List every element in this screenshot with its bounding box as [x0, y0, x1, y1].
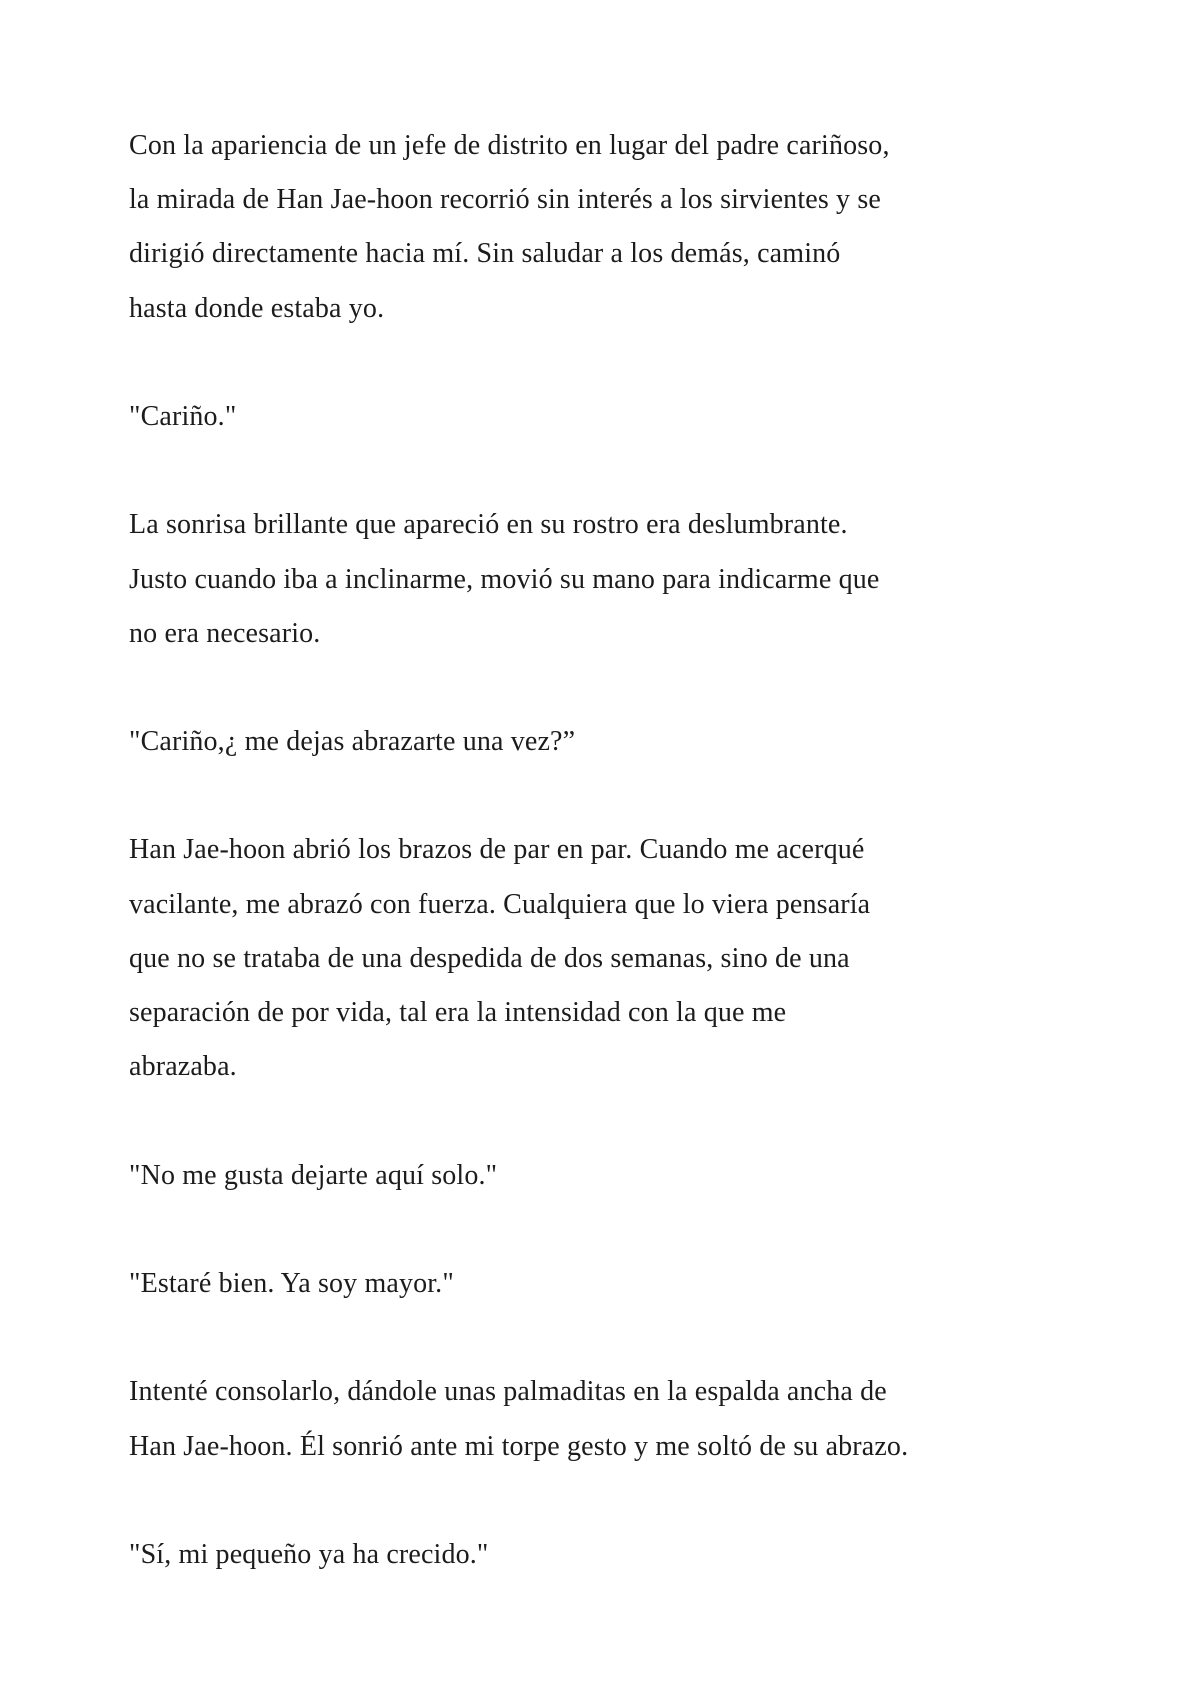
text-line: hasta donde estaba yo.	[129, 292, 385, 324]
text-line: "Sí, mi pequeño ya ha crecido."	[129, 1538, 489, 1570]
text-line: vacilante, me abrazó con fuerza. Cualquiera que lo viera pensaría	[129, 888, 871, 920]
text-line: Han Jae-hoon abrió los brazos de par en par. Cuando me acerqué	[129, 834, 865, 866]
text-line: "Cariño."	[129, 400, 237, 432]
paragraph-dialogue-5	[129, 1528, 1129, 1582]
paragraph-dialogue-4	[129, 1257, 1129, 1311]
text-line: "No me gusta dejarte aquí solo."	[129, 1159, 498, 1191]
text-line: dirigió directamente hacia mí. Sin saludar a los demás, caminó	[129, 238, 841, 270]
paragraph-narration-2	[129, 498, 1129, 661]
text-line: no era necesario.	[129, 617, 321, 649]
text-line: La sonrisa brillante que apareció en su rostro era deslumbrante.	[129, 509, 848, 541]
text-line: Intenté consolarlo, dándole unas palmaditas en la espalda ancha de	[129, 1376, 887, 1408]
text-line: Con la apariencia de un jefe de distrito en lugar del padre cariñoso,	[129, 130, 890, 161]
text-line: separación de por vida, tal era la intensidad con la que me	[129, 997, 787, 1028]
text-line: que no se trataba de una despedida de dos semanas, sino de una	[129, 942, 850, 974]
paragraph-dialogue-3	[129, 1149, 1129, 1203]
paragraph-dialogue-1	[129, 390, 1129, 444]
text-line: Justo cuando iba a inclinarme, movió su mano para indicarme que	[129, 563, 880, 595]
paragraph-narration-3	[129, 823, 1129, 1094]
text-line: abrazaba.	[129, 1051, 237, 1083]
text-line: la mirada de Han Jae-hoon recorrió sin interés a los sirvientes y se	[129, 184, 881, 216]
paragraph-narration-4	[129, 1365, 1129, 1473]
text-line: Han Jae-hoon. Él sonrió ante mi torpe gesto y me soltó de su abrazo.	[129, 1430, 909, 1462]
text-line: "Cariño,¿ me dejas abrazarte una vez?”	[129, 726, 576, 758]
document-page	[129, 119, 1129, 1636]
paragraph-dialogue-2	[129, 715, 1129, 769]
paragraph-narration-1	[129, 119, 1129, 336]
text-line: "Estaré bien. Ya soy mayor."	[129, 1267, 454, 1299]
